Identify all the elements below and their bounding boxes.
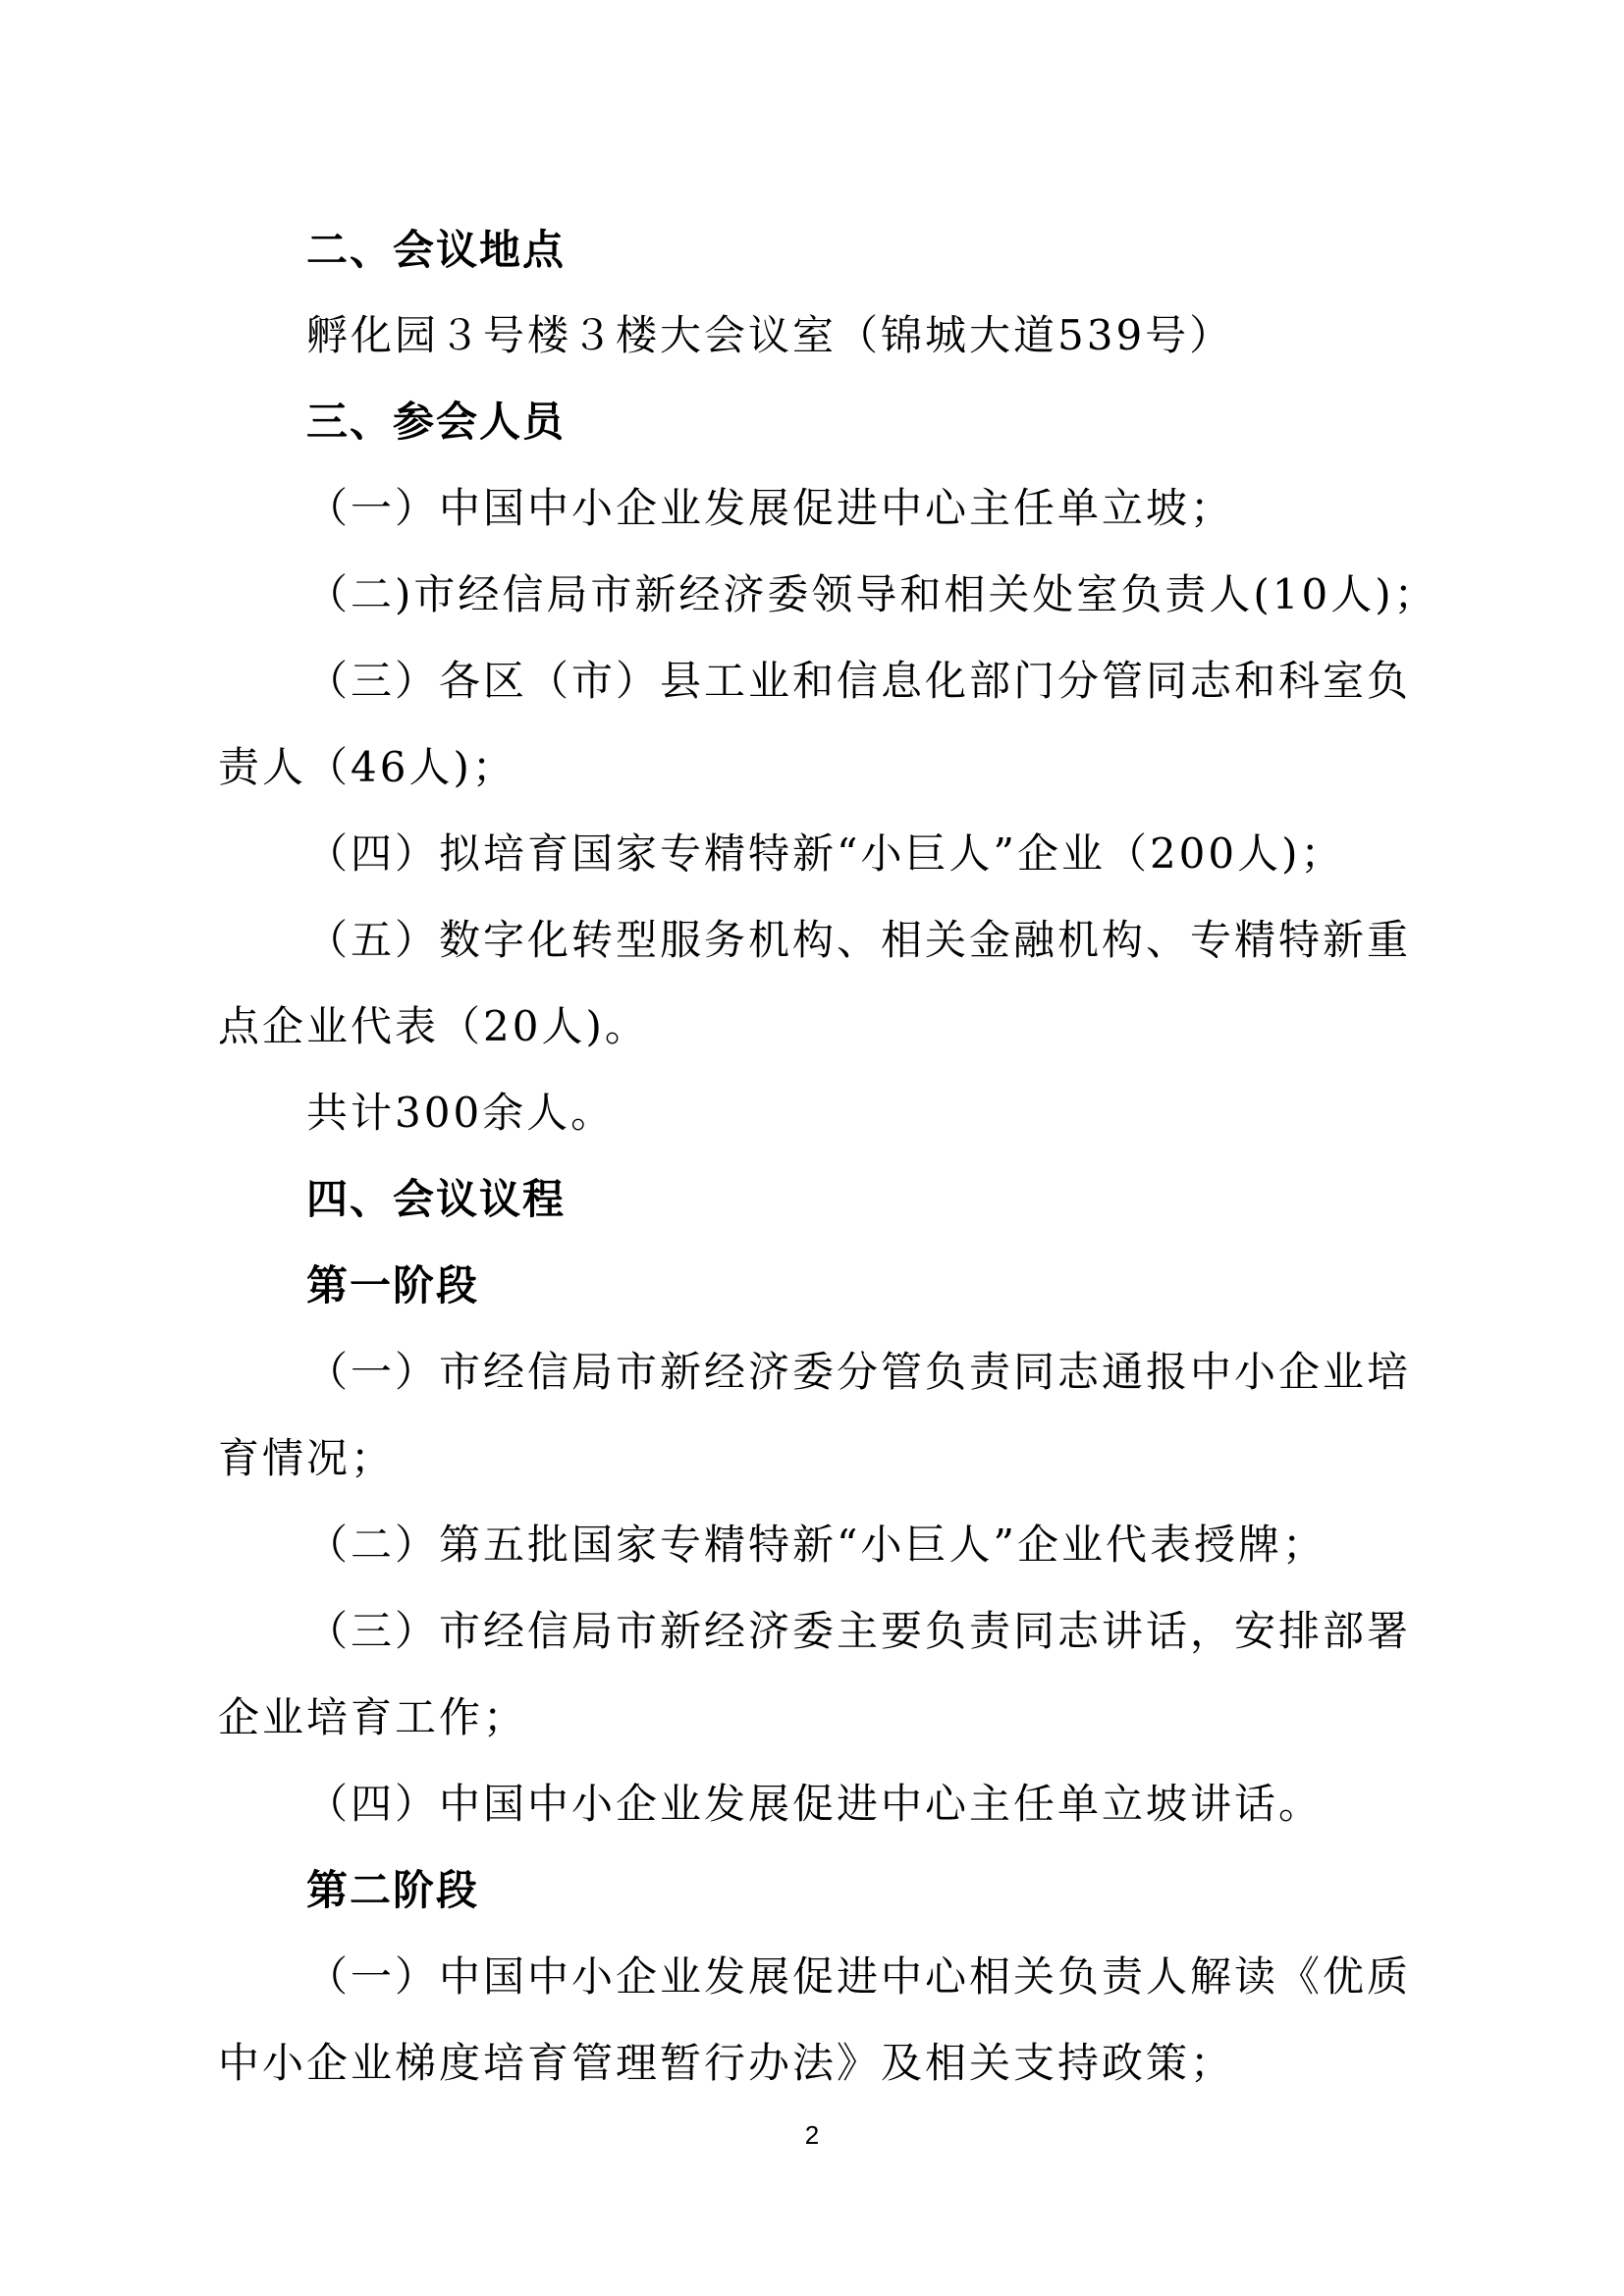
stage-one-item-1: （一）市经信局市新经济委分管负责同志通报中小企业培 [306, 1348, 1412, 1396]
attendee-item-1: （一）中国中小企业发展促进中心主任单立坡； [306, 484, 1235, 532]
attendee-item-3-cont: 责人（46人)； [218, 743, 516, 791]
subheading-stage-two: 第二阶段 [306, 1866, 480, 1914]
stage-one-item-1-cont: 育情况； [218, 1434, 396, 1482]
paragraph-location: 孵化园３号楼３楼大会议室（锦城大道539号） [306, 311, 1234, 359]
attendee-item-5-cont: 点企业代表（20人)。 [218, 1002, 649, 1050]
attendee-item-2: （二)市经信局市新经济委领导和相关处室负责人(10人)； [306, 570, 1438, 618]
stage-one-item-3-cont: 企业培育工作； [218, 1693, 528, 1741]
section-heading-meeting-location: 二、会议地点 [306, 226, 567, 274]
stage-one-item-4: （四）中国中小企业发展促进中心主任单立坡讲话。 [306, 1780, 1324, 1828]
section-heading-agenda: 四、会议议程 [306, 1175, 567, 1223]
attendee-item-5: （五）数字化转型服务机构、相关金融机构、专精特新重 [306, 916, 1412, 964]
stage-two-item-1: （一）中国中小企业发展促进中心相关负责人解读《优质 [306, 1952, 1412, 2001]
section-heading-attendees: 三、参会人员 [306, 398, 567, 446]
subheading-stage-one: 第一阶段 [306, 1261, 480, 1309]
stage-two-item-1-cont: 中小企业梯度培育管理暂行办法》及相关支持政策； [218, 2039, 1235, 2087]
attendee-item-4: （四）拟培育国家专精特新“小巨人”企业（200人)； [306, 829, 1345, 878]
attendee-total: 共计300余人。 [306, 1089, 616, 1137]
attendee-item-3: （三）各区（市）县工业和信息化部门分管同志和科室负 [306, 657, 1412, 705]
stage-one-item-3: （三）市经信局市新经济委主要负责同志讲话，安排部署 [306, 1607, 1412, 1655]
stage-one-item-2: （二）第五批国家专精特新“小巨人”企业代表授牌； [306, 1521, 1326, 1569]
page-number: 2 [804, 2120, 820, 2150]
